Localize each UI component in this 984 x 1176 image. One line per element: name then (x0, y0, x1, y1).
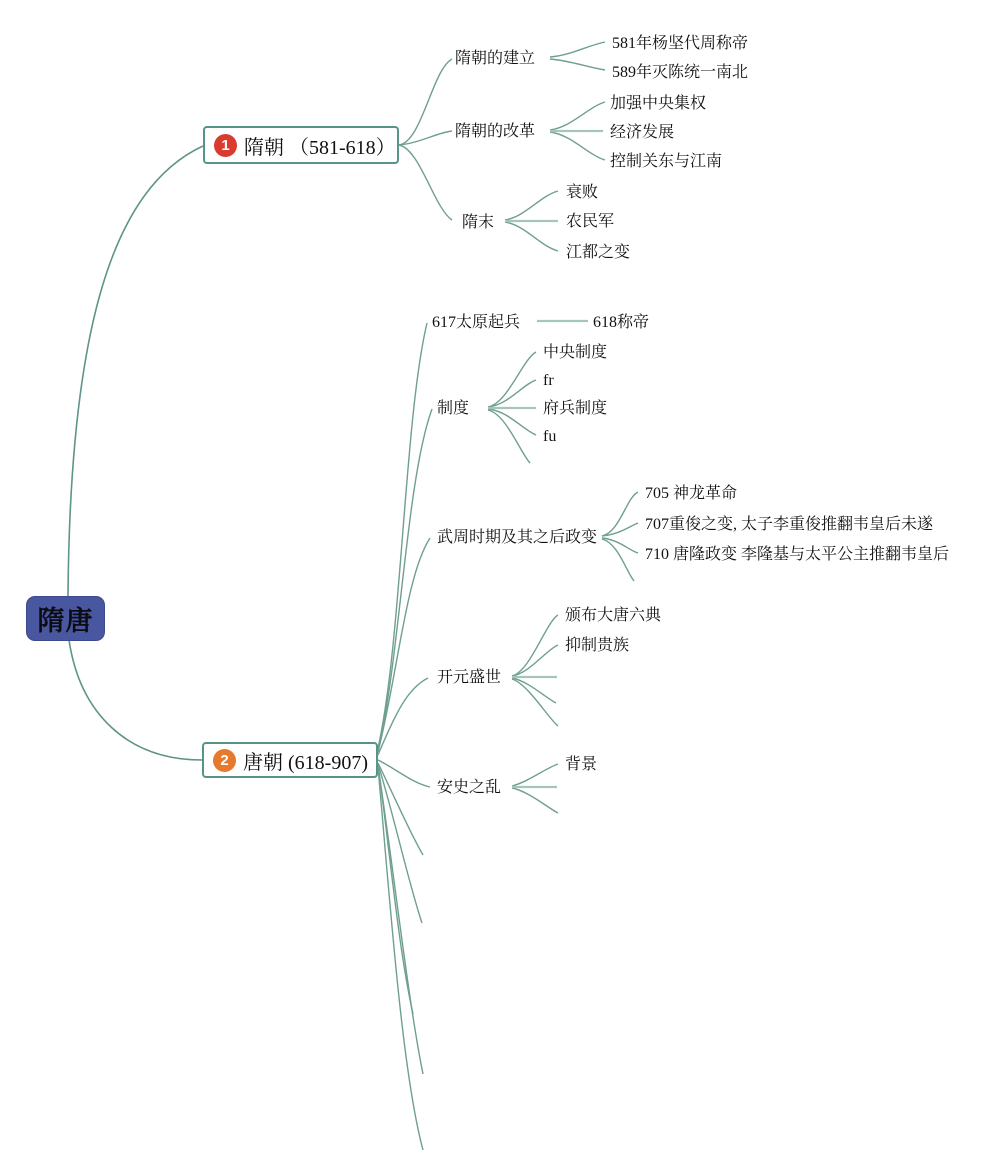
topic-fu[interactable]: fu (543, 428, 557, 445)
branch-number-badge-1: 1 (214, 134, 237, 157)
branch-tang-label: 唐朝 (618-907) (243, 751, 368, 774)
topic-617-taiyuan[interactable]: 617太原起兵 (432, 314, 521, 331)
topic-fubing-system[interactable]: 府兵制度 (543, 400, 608, 417)
topic-618-emperor[interactable]: 618称帝 (593, 314, 650, 331)
topic-wuzhou-coups[interactable]: 武周时期及其之后政变 (437, 529, 598, 546)
topic-institutions[interactable]: 制度 (437, 400, 470, 417)
topic-peasant-armies[interactable]: 农民军 (566, 213, 615, 230)
topic-581-yang-jian[interactable]: 581年杨坚代周称帝 (612, 35, 749, 52)
topic-centralization[interactable]: 加强中央集权 (610, 95, 707, 112)
branch-number-badge-2: 2 (213, 749, 236, 772)
topic-707-chongjun[interactable]: 707重俊之变, 太子李重俊推翻韦皇后未遂 (645, 516, 934, 533)
topic-sui-founding[interactable]: 隋朝的建立 (455, 50, 536, 67)
topic-datang-liudian[interactable]: 颁布大唐六典 (565, 607, 662, 624)
root-label: 隋唐 (37, 606, 94, 636)
topic-decline[interactable]: 衰败 (566, 184, 599, 201)
topic-control-regions[interactable]: 控制关东与江南 (610, 153, 723, 170)
topic-fr[interactable]: fr (543, 372, 554, 389)
topic-suppress-nobles[interactable]: 抑制贵族 (565, 637, 630, 654)
branch-sui-label: 隋朝 （581-618） (244, 136, 396, 159)
tang-branch-lines (378, 323, 638, 1150)
topic-sui-end[interactable]: 隋末 (462, 214, 495, 231)
topic-705-shenlong[interactable]: 705 神龙革命 (645, 485, 738, 502)
topic-economy[interactable]: 经济发展 (610, 124, 675, 141)
topic-jiangdu-incident[interactable]: 江都之变 (566, 244, 631, 261)
branch-node-sui[interactable] (203, 126, 399, 164)
topic-central-system[interactable]: 中央制度 (543, 344, 608, 361)
topic-anshi-rebellion[interactable]: 安史之乱 (437, 779, 502, 796)
topic-589-unification[interactable]: 589年灭陈统一南北 (612, 64, 749, 81)
root-node[interactable] (26, 596, 105, 641)
topic-kaiyuan-era[interactable]: 开元盛世 (437, 669, 502, 686)
topic-710-tanglong[interactable]: 710 唐隆政变 李隆基与太平公主推翻韦皇后 (645, 546, 950, 563)
topic-background[interactable]: 背景 (565, 756, 598, 773)
root-connectors (68, 146, 203, 760)
branch-node-tang[interactable] (202, 742, 378, 778)
topic-sui-reforms[interactable]: 隋朝的改革 (455, 123, 536, 140)
